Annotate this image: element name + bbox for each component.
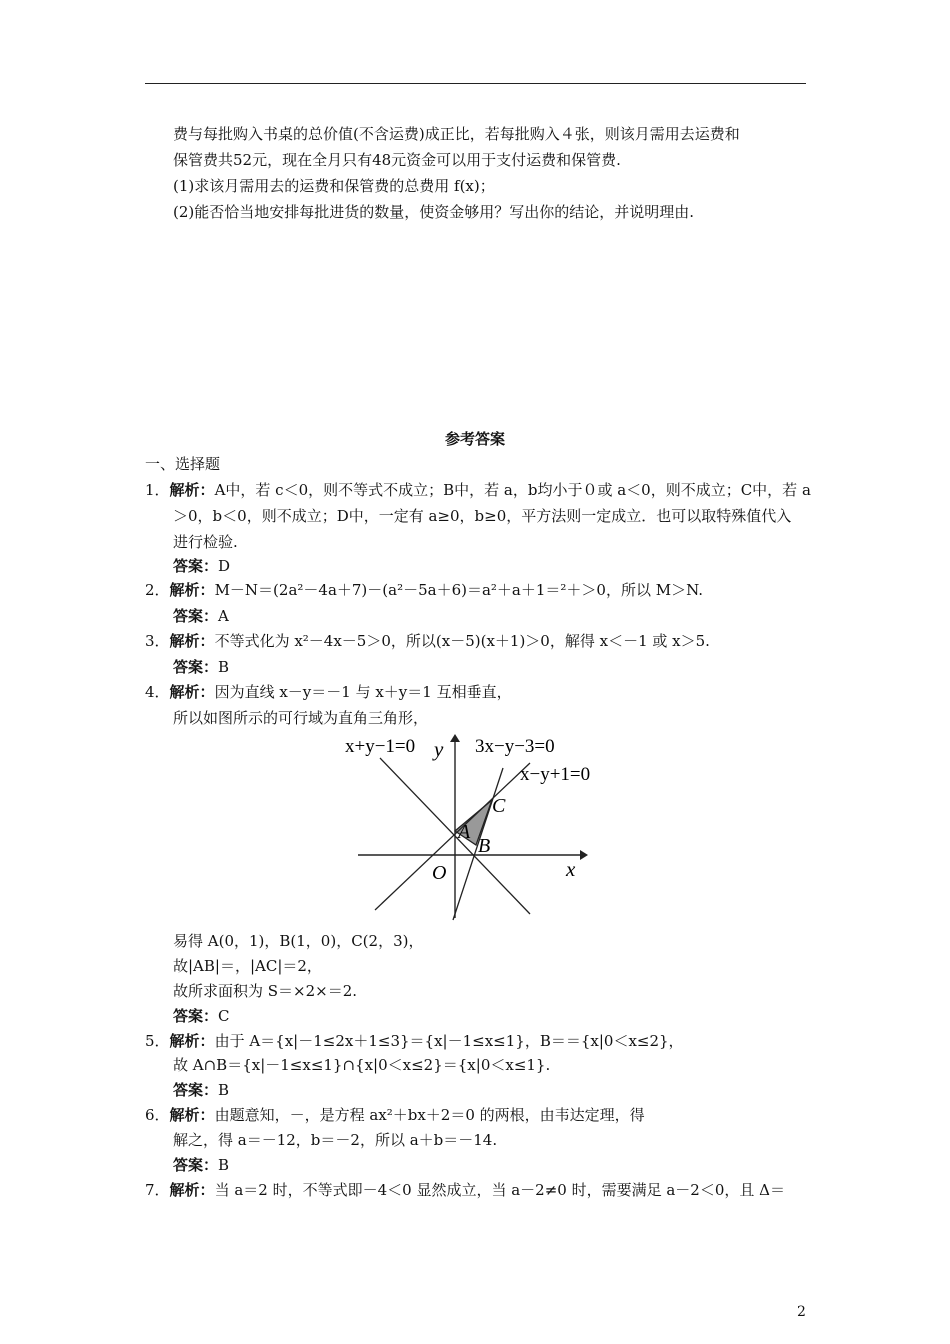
q4-daan-label: 答案： [173, 1007, 219, 1025]
q4-answer-value: C [218, 1007, 230, 1025]
q3-answer-value: B [218, 658, 230, 676]
q1-number: 1． [145, 481, 170, 499]
q5-line-2: 故 A∩B＝{x|－1≤x≤1}∩{x|0＜x≤2}＝{x|0＜x≤1}. [173, 1056, 551, 1074]
q4-jiexi-label: 解析： [169, 683, 215, 701]
q2-daan-label: 答案： [173, 607, 219, 625]
q6-text-1: 由题意知，－，是方程 ax²＋bx＋2＝0 的两根，由韦达定理，得 [214, 1106, 645, 1124]
x-axis-arrow [580, 850, 588, 860]
label-line-2: 3x−y−3=0 [475, 736, 555, 757]
q6-daan-label: 答案： [173, 1156, 219, 1174]
label-line-1: x+y−1=0 [345, 736, 416, 757]
point-label-o: O [432, 862, 447, 884]
q5-number: 5． [145, 1032, 170, 1050]
problem-line-1: 费与每批购入书桌的总价值(不含运费)成正比，若每批购入４张，则该月需用去运费和 [173, 125, 740, 143]
line-x-minus-y-plus-1 [375, 763, 530, 910]
q2-text-1: M－N＝(2a²－4a＋7)－(a²－5a＋6)＝a²＋a＋1＝²＋＞0，所以 M＞N. [214, 581, 704, 599]
q7-jiexi-label: 解析： [169, 1181, 215, 1199]
q4-line-5: 故所求面积为 S＝×2×＝2. [173, 982, 358, 1000]
q4-line-3: 易得 A(0，1)，B(1，0)，C(2，3)， [173, 932, 424, 950]
problem-part-2: (2)能否恰当地安排每批进货的数量，使资金够用？写出你的结论，并说明理由. [173, 203, 695, 221]
section-heading: 一、选择题 [145, 455, 221, 473]
problem-part-1: (1)求该月需用去的运费和保管费的总费用 f(x)； [173, 177, 495, 195]
page-number: 2 [797, 1304, 806, 1320]
q1-answer [173, 556, 230, 576]
q5-daan-label: 答案： [173, 1081, 219, 1099]
q4-line-4: 故|AB|＝，|AC|＝2， [173, 957, 322, 975]
q2-answer [173, 606, 229, 626]
q2-number: 2． [145, 581, 170, 599]
q5-jiexi-label: 解析： [169, 1032, 215, 1050]
q4-line-1 [145, 682, 512, 702]
q1-daan-label: 答案： [173, 557, 219, 575]
q6-number: 6． [145, 1106, 170, 1124]
y-axis-arrow [450, 734, 460, 742]
q7-text-1: 当 a＝2 时，不等式即－4＜0 显然成立，当 a－2≠0 时，需要满足 a－2＜0，且 Δ＝ [214, 1181, 785, 1199]
q3-answer [173, 657, 229, 677]
q4-line-2: 所以如图所示的可行域为直角三角形， [173, 709, 429, 727]
header-rule [145, 83, 806, 84]
q3-daan-label: 答案： [173, 658, 219, 676]
q7-number: 7． [145, 1181, 170, 1199]
point-label-a: A [458, 821, 471, 843]
q3-line-1 [145, 631, 710, 651]
q1-line-2: ＞0，b＜0，则不成立；D中，一定有 a≥0，b≥0，平方法则一定成立．也可以取特殊值代入 [173, 507, 792, 525]
q6-jiexi-label: 解析： [169, 1106, 215, 1124]
q6-line-2: 解之，得 a＝－12，b＝－2，所以 a＋b＝－14. [173, 1131, 498, 1149]
axis-label-x: x [566, 857, 576, 881]
q6-line-1 [145, 1105, 645, 1125]
answers-title: 参考答案 [444, 430, 505, 448]
q4-number: 4． [145, 683, 170, 701]
q1-text-1: A中，若 c＜0，则不等式不成立；B中，若 a，b均小于０或 a＜0，则不成立；C中，若 a [214, 481, 811, 499]
point-label-c: C [492, 795, 506, 817]
q1-jiexi-label: 解析： [169, 481, 215, 499]
q1-line-3: 进行检验. [173, 533, 238, 551]
problem-line-2: 保管费共52元，现在全月只有48元资金可以用于支付运费和保管费. [173, 151, 621, 169]
point-label-b: B [478, 835, 491, 857]
q5-answer [173, 1080, 229, 1100]
q5-line-1 [145, 1031, 684, 1051]
label-line-3: x−y+1=0 [520, 764, 591, 785]
q6-answer-value: B [218, 1156, 230, 1174]
q3-jiexi-label: 解析： [169, 632, 215, 650]
q5-answer-value: B [218, 1081, 230, 1099]
q1-line-1 [145, 480, 811, 500]
q3-number: 3． [145, 632, 170, 650]
q6-answer [173, 1155, 229, 1175]
q1-answer-value: D [218, 557, 231, 575]
q3-text-1: 不等式化为 x²－4x－5＞0，所以(x－5)(x＋1)＞0，解得 x＜－1 或 x＞5. [214, 632, 710, 650]
q2-jiexi-label: 解析： [169, 581, 215, 599]
q7-line-1 [145, 1180, 785, 1200]
q5-text-1: 由于 A＝{x|－1≤2x＋1≤3}＝{x|－1≤x≤1}，B＝＝{x|0＜x≤2}， [214, 1032, 684, 1050]
feasible-region-figure [330, 728, 610, 926]
axis-label-y: y [434, 737, 444, 761]
q4-text-1: 因为直线 x－y＝－1 与 x＋y＝1 互相垂直， [214, 683, 512, 701]
q2-line-1 [145, 580, 703, 600]
q4-answer [173, 1006, 230, 1026]
q2-answer-value: A [218, 607, 229, 625]
